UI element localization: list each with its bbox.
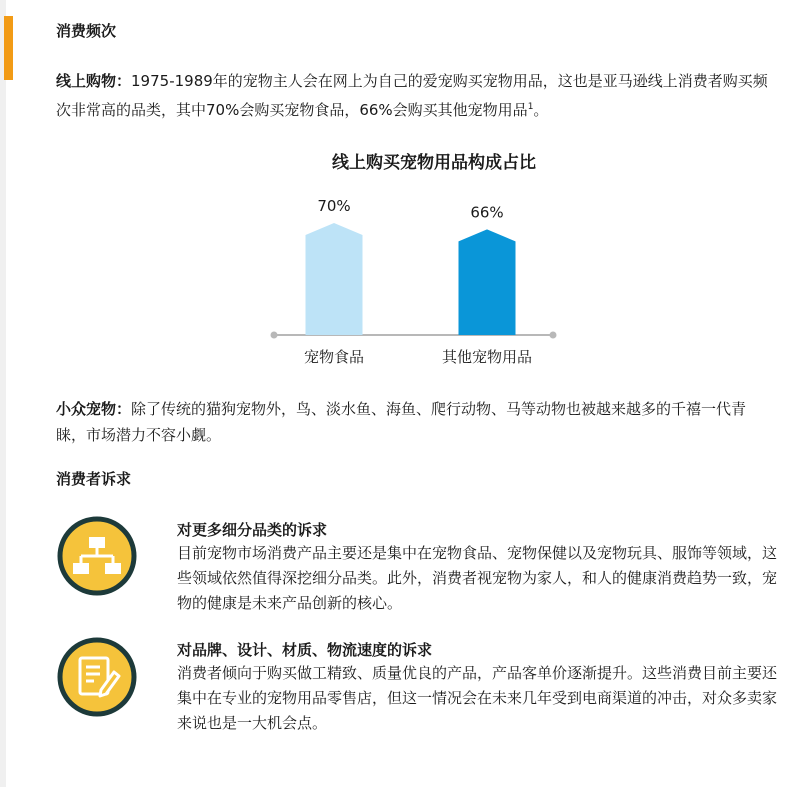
online-shopping-text: 1975-1989年的宠物主人会在网上为自己的爱宠购买宠物用品，这也是亚马逊线上消费者购买频次非常高的品类，其中70%会购买宠物食品，66%会购买其他宠物用品 [56,72,768,119]
heading-consumption-frequency: 消费频次 [56,22,117,40]
bar-chart [56,180,811,380]
card-2-body: 消费者倾向于购买做工精致、质量优良的产品，产品客单价逐渐提升。这些消费目前主要还集中在专业的宠物用品零售店，但这一情况会在未来几年受到电商渠道的冲击，对众多卖家来说也是一大机会点。 [177,664,778,732]
card-1-heading: 对更多细分品类的诉求 [177,521,328,539]
niche-pets-paragraph [56,396,772,448]
niche-pets-label: 小众宠物： [56,400,132,418]
category-label-1: 宠物食品 [303,348,365,366]
online-shopping-end: 。 [533,101,549,119]
chart-title: 线上购买宠物用品构成占比 [332,153,536,173]
data-label-2: 66% [470,203,504,222]
online-shopping-label: 线上购物： [56,72,132,90]
category-label-2: 其他宠物用品 [441,348,533,366]
footnote-marker: 1 [527,102,534,112]
left-rail [0,0,6,787]
heading-consumer-demands: 消费者诉求 [56,470,132,488]
bar-2 [459,229,516,335]
axis-end-dot [271,332,278,339]
card-2-heading: 对品牌、设计、材质、物流速度的诉求 [177,641,433,659]
bar-1 [306,223,363,335]
hierarchy-icon [56,515,138,597]
niche-pets-text: 除了传统的猫狗宠物外，鸟、淡水鱼、海鱼、爬行动物、马等动物也被越来越多的千禧一代青睐，市场潜力不容小觑。 [56,400,747,444]
axis-end-dot [550,332,557,339]
online-shopping-paragraph [56,68,772,123]
data-label-1: 70% [317,197,351,215]
accent-bar [4,16,13,80]
card-1-body: 目前宠物市场消费产品主要还是集中在宠物食品、宠物保健以及宠物玩具、服饰等领域，这些领域依然值得深挖细分品类。此外，消费者视宠物为家人，和人的健康消费趋势一致，宠物的健康是未来产品创新的核心。 [177,544,778,612]
document-edit-icon [56,636,138,718]
